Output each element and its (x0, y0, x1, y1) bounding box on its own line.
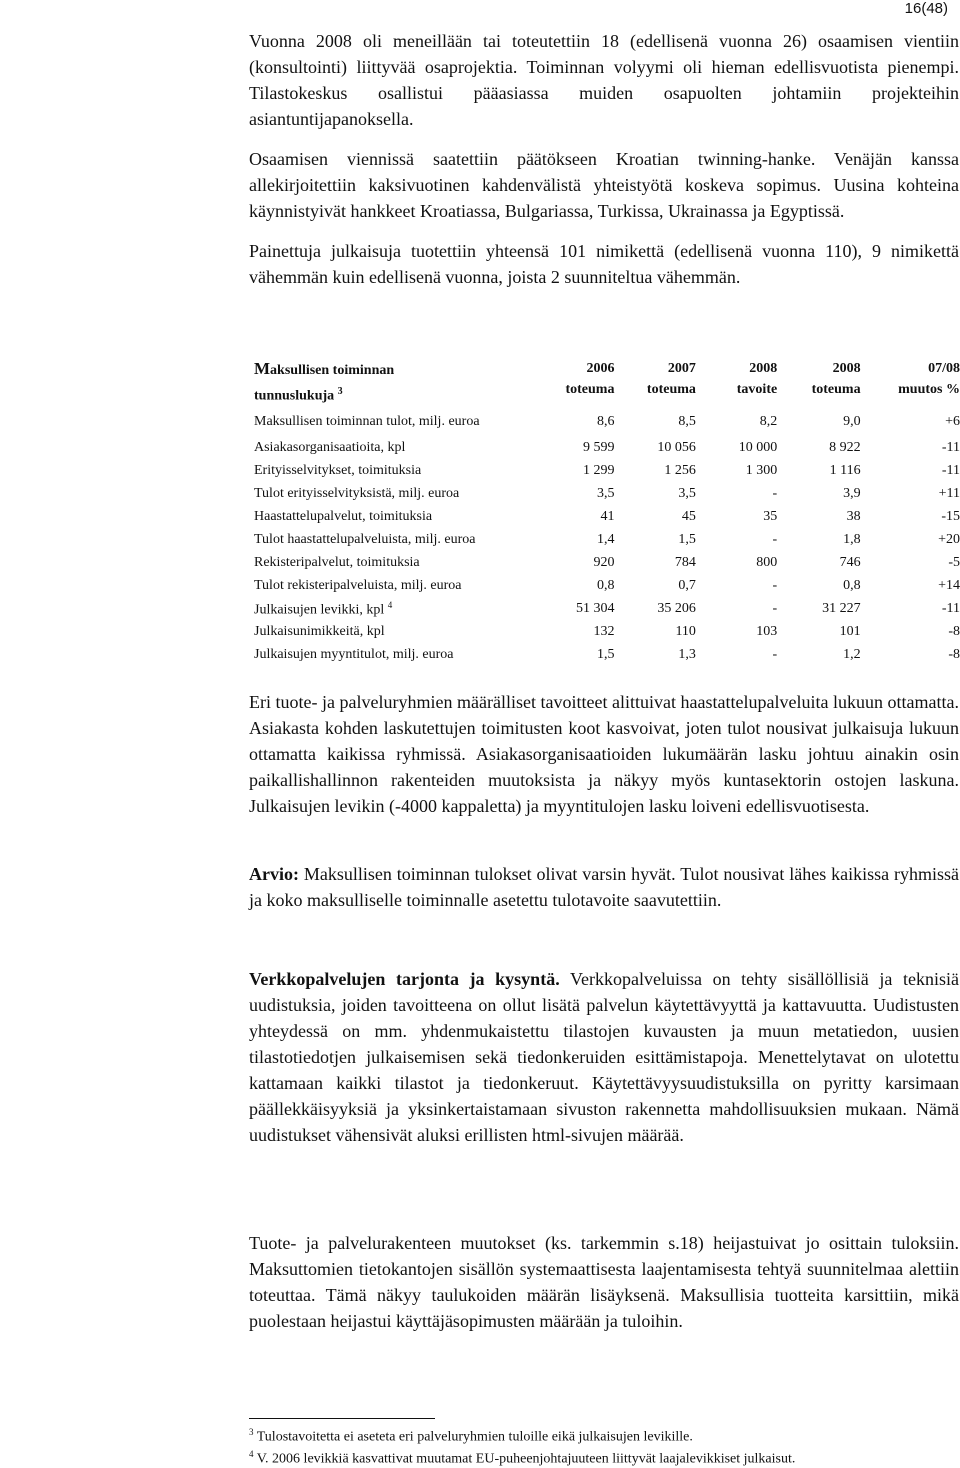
table-cell: 31 227 (822, 601, 861, 617)
table-row (254, 529, 960, 552)
table-cell: -8 (948, 624, 960, 640)
table-cell: 1,3 (678, 647, 696, 663)
table-cell: +20 (938, 532, 960, 548)
table-cell: +6 (945, 413, 960, 429)
table-cell: -11 (941, 463, 960, 479)
table-header-row (254, 358, 960, 407)
row-label: Rekisteripalvelut, toimituksia (254, 555, 420, 571)
paragraph-assessment: Arvio: Maksullisen toiminnan tulokset olivat varsin hyvät. Tulot nousivat lähes kaikissa ryhmissä ja koko maksulliselle toiminnalle asetettu tulotavoite saavutettiin. (249, 864, 959, 910)
table-cell: 8,2 (759, 413, 778, 429)
analysis-section (249, 689, 959, 819)
table-cell: 784 (674, 555, 696, 571)
table-cell: 103 (756, 624, 778, 640)
table-cell: 8 922 (829, 440, 861, 456)
table-cell: - (772, 601, 778, 617)
table-cell: 0,7 (678, 578, 696, 594)
table-cell: 10 000 (738, 440, 778, 456)
table-cell: 3,5 (596, 486, 615, 502)
table-cell: 0,8 (843, 578, 861, 594)
row-label: Tulot rekisteripalveluista, milj. euroa (254, 578, 462, 594)
row-label: Julkaisunimikkeitä, kpl (254, 624, 385, 640)
table-cell: 0,8 (596, 578, 615, 594)
table-row (254, 598, 960, 621)
column-header: 2007 toteuma (646, 361, 696, 397)
table-row (254, 621, 960, 644)
table-cell: 8,6 (596, 413, 615, 429)
column-header: 2006 toteuma (565, 361, 615, 397)
table-cell: 920 (593, 555, 615, 571)
footnote-4: $^4$ V. 2006 levikkiä kasvattivat muutamat EU-puheenjohtajuuteen liittyvät laajalevikkiset julkaisut. (249, 1449, 796, 1467)
table-cell: 1 256 (664, 463, 696, 479)
table-cell: -11 (941, 440, 960, 456)
row-label: Haastattelupalvelut, toimituksia (254, 509, 433, 525)
kpi-table (254, 358, 960, 667)
table-cell: -5 (948, 555, 960, 571)
table-cell: 35 206 (657, 601, 696, 617)
table-cell: - (772, 647, 778, 663)
table-cell: 1,8 (843, 532, 861, 548)
table-cell: 1,4 (596, 532, 615, 548)
column-header: 2008 tavoite (736, 361, 778, 397)
paragraph-targets: Eri tuote- ja palveluryhmien määrälliset tavoitteet alittuivat haastattelupalveluita lukuun ottamatta. Asiakasta kohden laskutettujen toimitusten koot kasvoivat, joten tulot nousivat julkaisuja lukuun ottamatta kaikissa ryhmissä. Asiakasorganisaatioiden lukumäärän lasku johtuu ainakin osin paikallishallinnon rakenteiden muutoksista ja näkyy myös kuntasektorin ostojen laskuna. Julkaisujen levikin (-4000 kappaletta) ja myyntitulojen lasku loiveni edellisvuotisesta. (249, 692, 959, 816)
table-cell: 35 (763, 509, 778, 525)
row-label: Asiakasorganisaatioita, kpl (254, 440, 406, 456)
table-row (254, 552, 960, 575)
table-cell: -8 (948, 647, 960, 663)
table-cell: 3,9 (843, 486, 861, 502)
table-cell: 45 (681, 509, 696, 525)
column-header: 2008 toteuma (811, 361, 861, 397)
table-cell: 9,0 (843, 413, 861, 429)
paragraph-structure: Tuote- ja palvelurakenteen muutokset (ks. tarkemmin s.18) heijastuivat jo osittain tuloksiin. Maksuttomien tietokantojen sisällön systemaattisesta laajentamisesta tehtyä suunnitelmaa alettiin toteuttaa. Tämä näkyy taulukoiden määrän lisäyksenä. Maksullisia tuotteita karsittiin, mikä puolestaan heijastui käyttäjäsopimusten määrään ja tuloihin. (249, 1233, 959, 1331)
table-row (254, 460, 960, 483)
table-cell: +11 (938, 486, 960, 502)
footnote-3: $^3$ Tulostavoitetta ei aseteta eri palveluryhmien tuloille eikä julkaisujen levikille. (249, 1427, 693, 1445)
assessment-section (249, 861, 959, 913)
table-cell: 3,5 (678, 486, 696, 502)
table-cell: - (772, 532, 778, 548)
structure-section (249, 1230, 959, 1334)
table-row (254, 483, 960, 506)
table-cell: 10 056 (657, 440, 696, 456)
table-row (254, 644, 960, 667)
table-row (254, 575, 960, 598)
row-label: Tulot haastattelupalveluista, milj. euroa (254, 532, 476, 548)
assessment-label: Arvio: (249, 864, 299, 884)
table-cell: 110 (675, 624, 696, 640)
row-label: Julkaisujen levikki, kpl $^4$ (254, 599, 393, 618)
table-cell: 1,5 (678, 532, 696, 548)
table-row (254, 407, 960, 437)
table-cell: 9 599 (582, 440, 615, 456)
table-cell: -15 (941, 509, 960, 525)
footnote-divider (249, 1418, 435, 1419)
page-number: 16(48) (904, 0, 948, 17)
table-cell: 101 (839, 624, 861, 640)
column-header: 07/08 muutos % (898, 361, 960, 397)
table-cell: 8,5 (678, 413, 696, 429)
table-cell: 746 (839, 555, 861, 571)
web-services-heading: Verkkopalvelujen tarjonta ja kysyntä. (249, 969, 560, 989)
table-cell: - (772, 578, 778, 594)
table-body (254, 407, 960, 667)
table-cell: +14 (938, 578, 960, 594)
table-cell: 132 (593, 624, 615, 640)
table-cell: 38 (846, 509, 861, 525)
paragraph-twinning: Osaamisen viennissä saatettiin päätökseen Kroatian twinning-hanke. Venäjän kanssa allekirjoitettiin kaksivuotinen kahdenvälistä yhteistyötä koskeva sopimus. Uusina kohteina käynnistyivät hankkeet Kroatiassa, Bulgariassa, Turkissa, Ukrainassa ja Egyptissä. (249, 149, 959, 221)
table-cell: -11 (941, 601, 960, 617)
table-cell: 1 300 (745, 463, 778, 479)
table-cell: 51 304 (575, 601, 615, 617)
table-cell: 41 (600, 509, 615, 525)
row-label: Erityisselvitykset, toimituksia (254, 463, 422, 479)
table-row (254, 437, 960, 460)
row-label: Julkaisujen myyntitulot, milj. euroa (254, 647, 454, 663)
paragraph-publications: Painettuja julkaisuja tuotettiin yhteensä 101 nimikettä (edellisenä vuonna 110), 9 nimikettä vähemmän kuin edellisenä vuonna, joista 2 suunniteltua vähemmän. (249, 241, 959, 287)
table-cell: 800 (756, 555, 778, 571)
table-cell: 1,5 (596, 647, 615, 663)
table-cell: 1 299 (582, 463, 615, 479)
table-cell: - (772, 486, 778, 502)
row-label: Tulot erityisselvityksistä, milj. euroa (254, 486, 460, 502)
paragraph-export-projects: Vuonna 2008 oli meneillään tai toteutettiin 18 (edellisenä vuonna 26) osaamisen vientiin (konsultointi) liittyvää osaprojektia. Toiminnan volyymi oli hieman edellisvuotista pienempi. Tilastokeskus osallistui pääasiassa muiden osapuolten johtamiin projekteihin asiantuntijapanoksella. (249, 31, 959, 129)
table-row (254, 506, 960, 529)
intro-section (249, 28, 959, 290)
table-title: Maksullisen toiminnan tunnuslukuja $^3$ (254, 359, 395, 404)
web-services-section (249, 966, 959, 1148)
table-cell: 1 116 (829, 463, 861, 479)
table-cell: 1,2 (843, 647, 861, 663)
row-label: Maksullisen toiminnan tulot, milj. euroa (254, 413, 480, 429)
paragraph-web-services: Verkkopalvelujen tarjonta ja kysyntä. Verkkopalveluissa on tehty sisällöllisiä ja teknisiä uudistuksia, joiden tavoitteena on ollut lisätä palvelun käytettävyyttä ja kattavuutta. Uudistusten yhteydessä on mm. yhdenmukaistettu tilastojen kuvausten ja muun metatiedon, uusien tilastotiedotjen julkaisemisen sekä tiedonkeruiden esittämistapoja. Menettelytavat on ulotettu kattamaan kaikki tilastot ja tiedonkeruut. Käytettävyysuudistuksilla on pyritty karsimaan päällekkäisyyksiä ja yksinkertaistamaan sivuston rakennetta mahdollisuuksien mukaan. Nämä uudistukset vähensivät aluksi erillisten html-sivujen määrää. (249, 969, 959, 1145)
